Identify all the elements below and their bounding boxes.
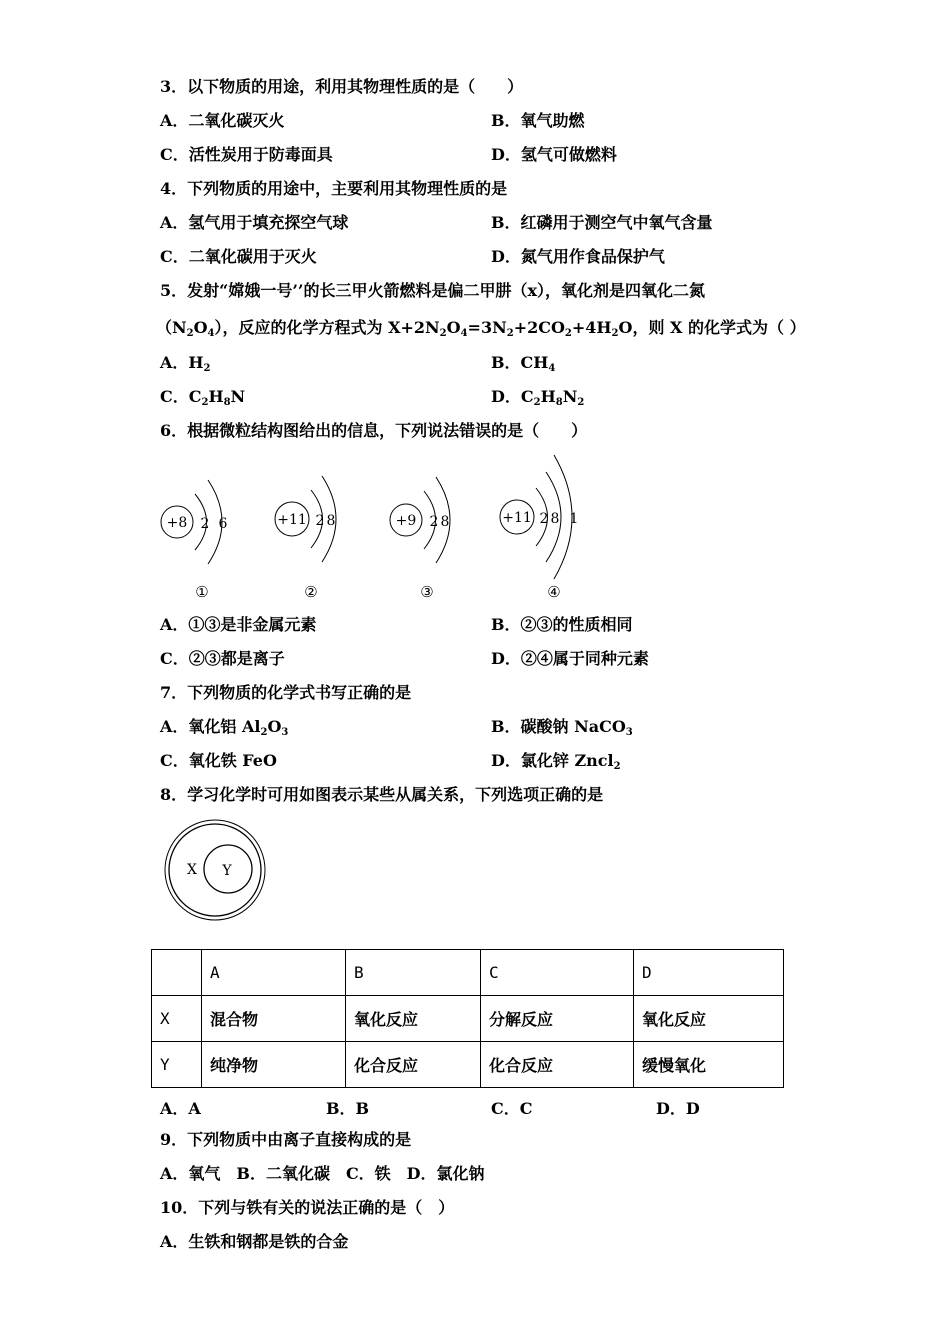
table-cell: 混合物	[202, 996, 346, 1042]
set-relation-diagram	[160, 815, 270, 925]
shell-3-1: 2	[429, 514, 439, 530]
table-cell: 氧化反应	[634, 996, 784, 1042]
q6-option-d: D．②④属于同种元素	[491, 649, 649, 668]
table-header-row	[152, 950, 784, 996]
table-cell: B	[346, 950, 481, 996]
diagram-label-1: ①	[195, 583, 209, 601]
q7-option-b: B．碳酸钠 NaCO$_3$	[491, 717, 633, 738]
outer-label-x: X	[187, 862, 197, 878]
outer-circle-edge	[165, 820, 265, 920]
shell-3-2: 8	[440, 514, 450, 530]
q4-option-c: C．二氧化碳用于灭火	[160, 247, 317, 266]
diagram-label-4: ④	[547, 583, 561, 601]
q6-option-a: A．①③是非金属元素	[160, 615, 317, 634]
q5-option-c: C．$C_2H_8N$	[160, 387, 246, 408]
q3-option-a: A．二氧化碳灭火	[160, 111, 285, 130]
nucleus-label-3: +9	[395, 513, 417, 529]
q6-option-c: C．②③都是离子	[160, 649, 285, 668]
q7-option-c: C．氧化铁 FeO	[160, 751, 277, 770]
q5-option-d: D．$C_2H_8N_2$	[491, 387, 585, 408]
table-cell: 化合反应	[481, 1042, 634, 1088]
table-cell: 分解反应	[481, 996, 634, 1042]
q4-stem: 4．下列物质的用途中，主要利用其物理性质的是	[160, 179, 508, 198]
q8-stem: 8．学习化学时可用如图表示某些从属关系，下列选项正确的是	[160, 785, 604, 804]
atomic-structure-diagrams	[150, 450, 600, 610]
atom-diagram-3	[390, 477, 450, 601]
q9-options: A．氧气 B．二氧化碳 C．铁 D．氯化钠	[160, 1164, 485, 1183]
q7-stem: 7．下列物质的化学式书写正确的是	[160, 683, 412, 702]
q10-option-a: A．生铁和钢都是铁的合金	[160, 1232, 349, 1251]
q4-option-b: B．红磷用于测空气中氧气含量	[491, 213, 713, 232]
diagram-label-3: ③	[420, 583, 434, 601]
outer-circle	[169, 824, 261, 916]
shell-1-1: 2	[200, 516, 210, 532]
nucleus-label-2: +11	[277, 512, 307, 528]
q4-option-a: A．氢气用于填充探空气球	[160, 213, 349, 232]
q5-stem-line1: 5．发射“嫦娥一号’’的长三甲火箭燃料是偏二甲肼（x），氧化剂是四氧化二氮	[160, 281, 706, 300]
shell-4-2: 8	[550, 511, 560, 527]
table-cell: X	[152, 996, 202, 1042]
q10-stem: 10．下列与铁有关的说法正确的是（ ）	[160, 1198, 455, 1217]
shell-4-3: 1	[569, 511, 579, 527]
table-cell: C	[481, 950, 634, 996]
shell-1-2: 6	[218, 516, 228, 532]
q9-stem: 9．下列物质中由离子直接构成的是	[160, 1130, 412, 1149]
q3-stem: 3．以下物质的用途，利用其物理性质的是（ ）	[160, 77, 524, 96]
atom-diagram-2	[275, 476, 336, 601]
table-cell: D	[634, 950, 784, 996]
q5-stem-line2: $(N_2O_4)$，反应的化学方程式为 $X+2N_2O_4=3N_2+2CO_2+4H_2O$，则 X 的化学式为（ ）	[156, 318, 806, 339]
table-cell: 氧化反应	[346, 996, 481, 1042]
q3-option-b: B．氧气助燃	[491, 111, 585, 130]
table-row	[152, 1042, 784, 1088]
shell-4-1: 2	[539, 511, 549, 527]
table-cell: 化合反应	[346, 1042, 481, 1088]
relation-table	[151, 949, 784, 1088]
nucleus-label-4: +11	[502, 510, 532, 526]
table-row	[152, 996, 784, 1042]
q3-option-c: C．活性炭用于防毒面具	[160, 145, 333, 164]
table-cell: A	[202, 950, 346, 996]
shell-2-2: 8	[326, 513, 336, 529]
table-cell	[152, 950, 202, 996]
q6-option-b: B．②③的性质相同	[491, 615, 633, 634]
q5-option-a: A．$H_2$	[160, 353, 211, 374]
table-cell: 缓慢氧化	[634, 1042, 784, 1088]
q7-option-d: D．氯化锌 Zncl$_2$	[491, 751, 621, 772]
q8-option-a: A．A	[160, 1099, 201, 1118]
q8-option-c: C．C	[491, 1099, 533, 1118]
inner-label-y: Y	[222, 863, 232, 879]
atom-diagram-4	[500, 455, 578, 601]
diagram-label-2: ②	[304, 583, 318, 601]
q7-option-a: A．氧化铝 $Al_2O_3$	[160, 717, 289, 738]
shell-2-1: 2	[315, 513, 325, 529]
q8-option-b: B．B	[326, 1099, 370, 1118]
q4-option-d: D．氮气用作食品保护气	[491, 247, 665, 266]
q8-option-d: D．D	[656, 1099, 700, 1118]
q3-option-d: D．氢气可做燃料	[491, 145, 617, 164]
atom-diagram-1	[161, 480, 228, 601]
table-cell: Y	[152, 1042, 202, 1088]
nucleus-label-1: +8	[166, 515, 188, 531]
table-cell: 纯净物	[202, 1042, 346, 1088]
q5-option-b: B．$CH_4$	[491, 353, 556, 374]
q6-stem: 6．根据微粒结构图给出的信息，下列说法错误的是（ ）	[160, 421, 588, 440]
